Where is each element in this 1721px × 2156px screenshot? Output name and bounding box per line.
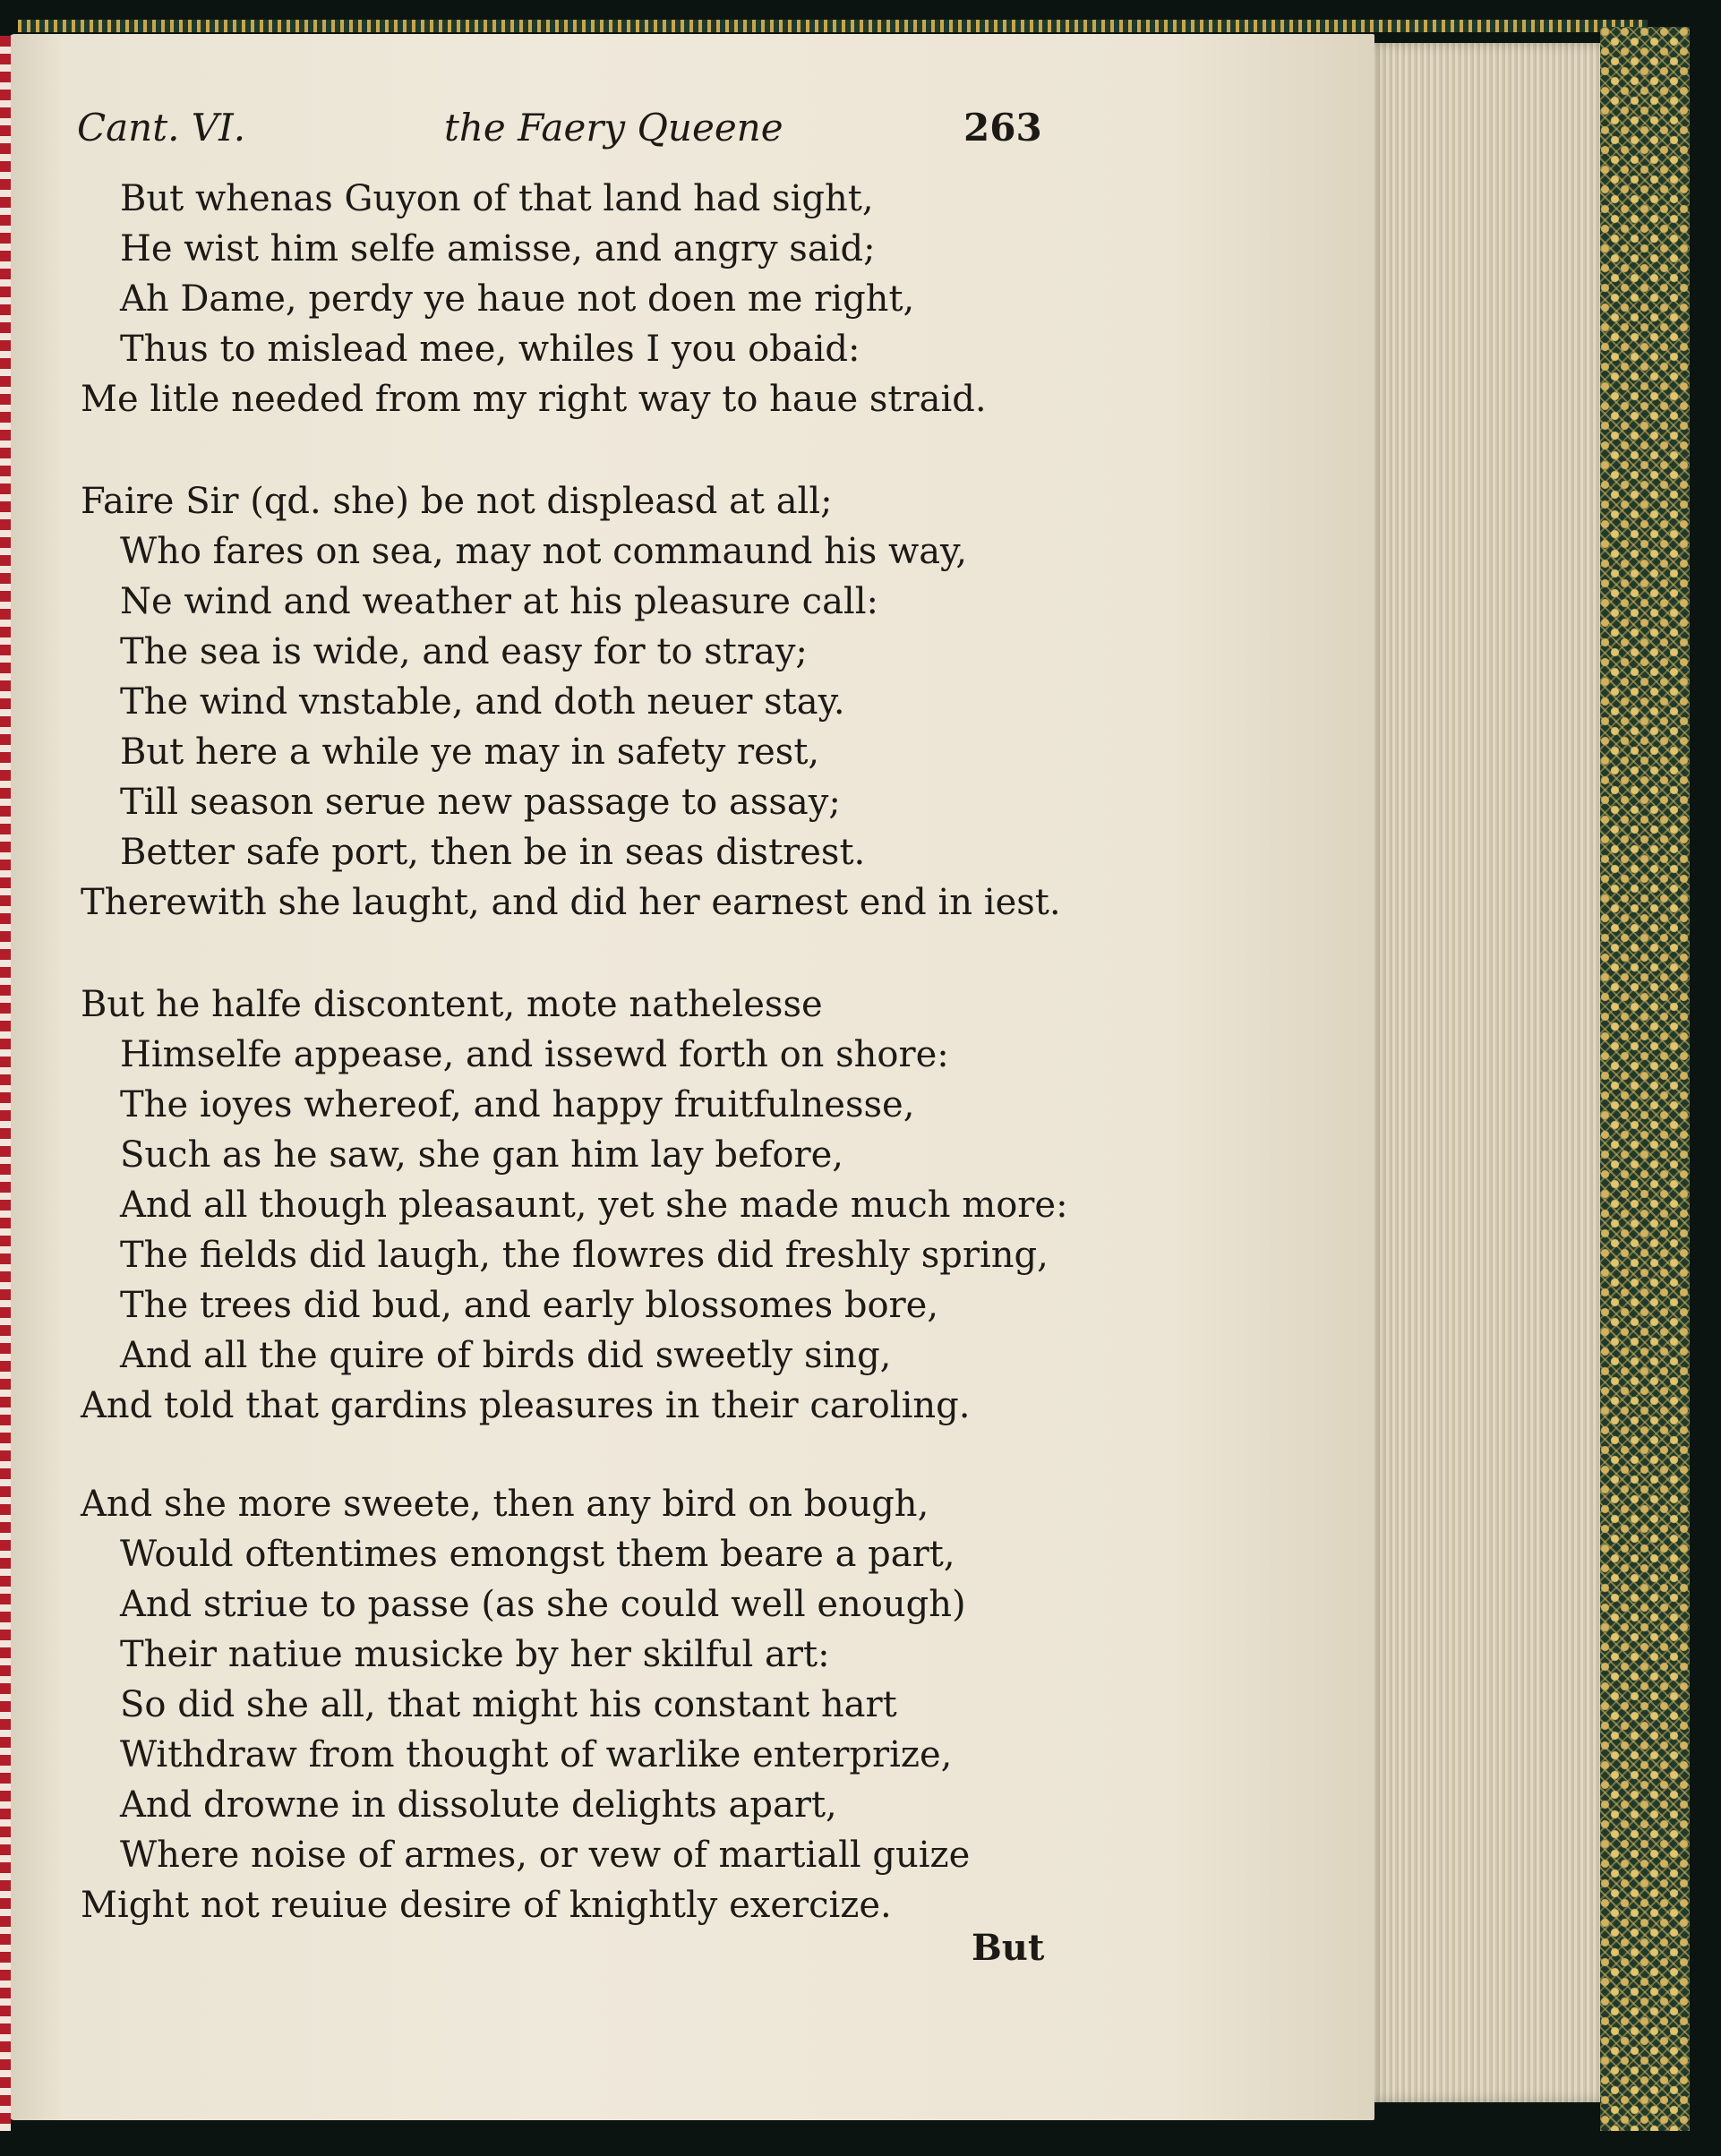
ribbon-marker <box>0 36 11 2131</box>
verse-line: The sea is wide, and easy for to stray; <box>120 631 808 672</box>
verse-line: So did she all, that might his constant hart <box>120 1684 897 1725</box>
verse-line: And all the quire of birds did sweetly sing, <box>120 1335 892 1376</box>
verse-line: Withdraw from thought of warlike enterprize, <box>120 1734 953 1775</box>
verse-line: But whenas Guyon of that land had sight, <box>120 178 874 219</box>
verse-line: And told that gardins pleasures in their caroling. <box>81 1385 971 1426</box>
verse-line: Better safe port, then be in seas distrest. <box>120 832 866 873</box>
page-fore-edge <box>1366 43 1600 2102</box>
gilt-border-top <box>18 20 1648 32</box>
verse-line: Their natiue musicke by her skilful art: <box>120 1634 830 1675</box>
verse-line: Himselfe appease, and issewd forth on shore: <box>120 1034 949 1075</box>
verse-line: Might not reuiue desire of knightly exercize. <box>81 1885 892 1926</box>
verse-line: And all though pleasaunt, yet she made much more: <box>120 1185 1068 1226</box>
verse-line: Faire Sir (qd. she) be not displeasd at all; <box>81 481 833 522</box>
verse-line: Ah Dame, perdy ye haue not doen me right, <box>120 278 915 320</box>
verse-line: Who fares on sea, may not commaund his way, <box>120 531 968 572</box>
book-title: the Faery Queene <box>444 106 783 150</box>
verse-line: And drowne in dissolute delights apart, <box>120 1784 837 1826</box>
verse-line: And she more sweete, then any bird on bough, <box>81 1484 929 1525</box>
verse-line: Thus to mislead mee, whiles I you obaid: <box>120 329 860 370</box>
verse-line: But he halfe discontent, mote nathelesse <box>81 984 823 1025</box>
verse-line: The ioyes whereof, and happy fruitfulnesse, <box>120 1084 915 1125</box>
canto-label: Cant. VI. <box>77 106 246 150</box>
verse-line: And striue to passe (as she could well enough) <box>120 1584 966 1625</box>
verse-line: But here a while ye may in safety rest, <box>120 732 820 773</box>
gilt-board-edge <box>1600 27 1690 2131</box>
verse-line: The fields did laugh, the flowres did freshly spring, <box>120 1235 1049 1276</box>
verse-line: Where noise of armes, or vew of martiall guize <box>120 1835 971 1876</box>
verse-line: Ne wind and weather at his pleasure call: <box>120 581 878 622</box>
catchword: But <box>972 1927 1045 1969</box>
verse-line: The trees did bud, and early blossomes bore, <box>120 1285 939 1326</box>
verse-line: Me litle needed from my right way to haue straid. <box>81 379 987 420</box>
verse-line: The wind vnstable, and doth neuer stay. <box>120 681 845 723</box>
page-number: 263 <box>963 106 1042 150</box>
verse-line: Till season serue new passage to assay; <box>120 782 841 823</box>
verse-line: Would oftentimes emongst them beare a part, <box>120 1534 955 1575</box>
running-header <box>77 106 1053 159</box>
verse-line: He wist him selfe amisse, and angry said; <box>120 228 876 270</box>
verse-line: Such as he saw, she gan him lay before, <box>120 1134 844 1176</box>
verse-line: Therewith she laught, and did her earnest end in iest. <box>81 882 1061 923</box>
